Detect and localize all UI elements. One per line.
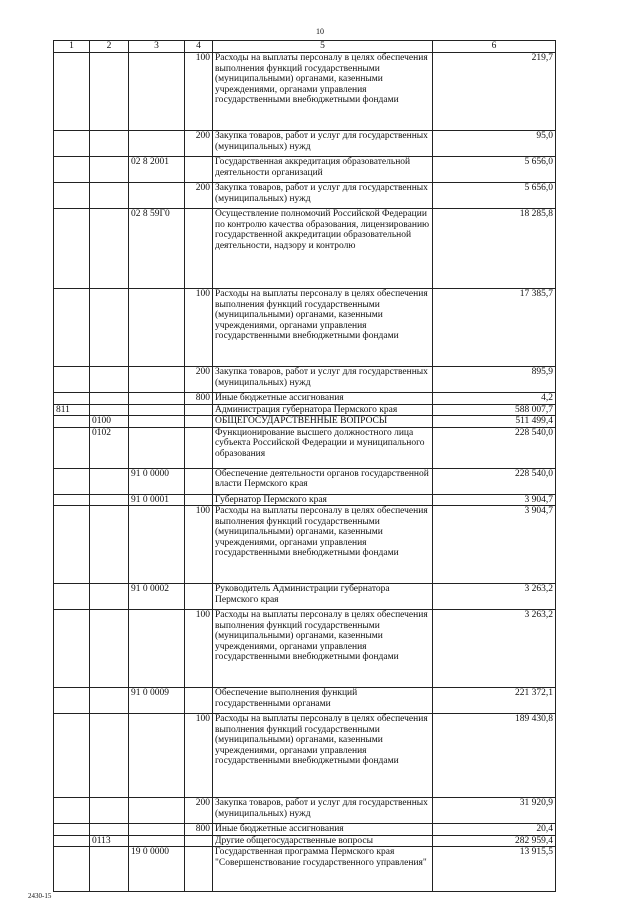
description-cell: ОБЩЕГОСУДАРСТВЕННЫЕ ВОПРОСЫ bbox=[213, 416, 433, 428]
okved-cell bbox=[54, 824, 90, 836]
description-cell: Расходы на выплаты персоналу в целях обеспечения выполнения функций государственными (муниципальными) органами, казенными учреждениями, органами управления государственными внебюджетными фондами bbox=[213, 714, 433, 798]
document-code: 2430-15 bbox=[28, 892, 52, 900]
amount-cell: 20,4 bbox=[433, 824, 556, 836]
table-row bbox=[54, 610, 556, 688]
target-cell: 91 0 0002 bbox=[129, 584, 185, 610]
description-cell: Расходы на выплаты персоналу в целях обеспечения выполнения функций государственными (муниципальными) органами, казенными учреждениями, органами управления государственными внебюджетными фондами bbox=[213, 506, 433, 584]
okved-cell bbox=[54, 53, 90, 131]
expense-type-cell: 800 bbox=[185, 824, 213, 836]
description-cell: Осуществление полномочий Российской Федерации по контролю качества образования, лицензированию государственной аккредитации образовательной деятельности, надзору и контролю bbox=[213, 209, 433, 289]
amount-cell: 5 656,0 bbox=[433, 183, 556, 209]
section-cell bbox=[90, 53, 129, 131]
description-cell: Иные бюджетные ассигнования bbox=[213, 824, 433, 836]
description-cell: Государственная аккредитация образовательной деятельности организаций bbox=[213, 157, 433, 183]
target-cell bbox=[129, 289, 185, 367]
expense-type-cell: 200 bbox=[185, 798, 213, 824]
okved-cell bbox=[54, 610, 90, 688]
amount-cell: 189 430,8 bbox=[433, 714, 556, 798]
amount-cell: 228 540,0 bbox=[433, 427, 556, 468]
description-cell: Расходы на выплаты персоналу в целях обеспечения выполнения функций государственными (муниципальными) органами, казенными учреждениями, органами управления государственными внебюджетными фондами bbox=[213, 53, 433, 131]
table-row bbox=[54, 53, 556, 131]
target-cell bbox=[129, 53, 185, 131]
section-cell bbox=[90, 494, 129, 506]
section-cell bbox=[90, 367, 129, 393]
amount-cell: 95,0 bbox=[433, 131, 556, 157]
description-cell: Закупка товаров, работ и услуг для государственных (муниципальных) нужд bbox=[213, 367, 433, 393]
table-row bbox=[54, 404, 556, 416]
section-cell bbox=[90, 393, 129, 405]
table-row bbox=[54, 131, 556, 157]
amount-cell: 282 959,4 bbox=[433, 835, 556, 847]
description-cell: Закупка товаров, работ и услуг для государственных (муниципальных) нужд bbox=[213, 131, 433, 157]
expense-type-cell bbox=[185, 404, 213, 416]
section-cell bbox=[90, 824, 129, 836]
table-row bbox=[54, 688, 556, 714]
section-cell bbox=[90, 714, 129, 798]
expense-type-cell bbox=[185, 468, 213, 494]
expense-type-cell: 100 bbox=[185, 53, 213, 131]
target-cell: 19 0 0000 bbox=[129, 847, 185, 892]
amount-cell: 3 263,2 bbox=[433, 610, 556, 688]
target-cell: 91 0 0009 bbox=[129, 688, 185, 714]
expense-type-cell: 800 bbox=[185, 393, 213, 405]
section-cell: 0100 bbox=[90, 416, 129, 428]
table-row bbox=[54, 506, 556, 584]
table-row bbox=[54, 847, 556, 892]
header-col-6: 6 bbox=[433, 41, 556, 53]
table-row bbox=[54, 289, 556, 367]
section-cell bbox=[90, 506, 129, 584]
okved-cell bbox=[54, 131, 90, 157]
target-cell: 91 0 0001 bbox=[129, 494, 185, 506]
amount-cell: 3 904,7 bbox=[433, 494, 556, 506]
table-row bbox=[54, 157, 556, 183]
target-cell bbox=[129, 131, 185, 157]
description-cell: Закупка товаров, работ и услуг для государственных (муниципальных) нужд bbox=[213, 798, 433, 824]
expense-type-cell: 100 bbox=[185, 506, 213, 584]
expense-type-cell bbox=[185, 688, 213, 714]
expense-type-cell bbox=[185, 157, 213, 183]
okved-cell bbox=[54, 847, 90, 892]
table-row bbox=[54, 714, 556, 798]
okved-cell bbox=[54, 714, 90, 798]
section-cell bbox=[90, 289, 129, 367]
amount-cell: 31 920,9 bbox=[433, 798, 556, 824]
budget-table bbox=[53, 40, 556, 892]
description-cell: Обеспечение выполнения функций государственными органами bbox=[213, 688, 433, 714]
section-cell bbox=[90, 610, 129, 688]
amount-cell: 4,2 bbox=[433, 393, 556, 405]
table-row bbox=[54, 835, 556, 847]
description-cell: Расходы на выплаты персоналу в целях обеспечения выполнения функций государственными (муниципальными) органами, казенными учреждениями, органами управления государственными внебюджетными фондами bbox=[213, 289, 433, 367]
target-cell: 02 8 2001 bbox=[129, 157, 185, 183]
description-cell: Закупка товаров, работ и услуг для государственных (муниципальных) нужд bbox=[213, 183, 433, 209]
expense-type-cell bbox=[185, 584, 213, 610]
target-cell bbox=[129, 183, 185, 209]
table-row bbox=[54, 427, 556, 468]
amount-cell: 13 915,5 bbox=[433, 847, 556, 892]
okved-cell bbox=[54, 688, 90, 714]
table-row bbox=[54, 824, 556, 836]
expense-type-cell bbox=[185, 494, 213, 506]
amount-cell: 228 540,0 bbox=[433, 468, 556, 494]
okved-cell bbox=[54, 494, 90, 506]
section-cell bbox=[90, 468, 129, 494]
okved-cell bbox=[54, 584, 90, 610]
target-cell: 91 0 0000 bbox=[129, 468, 185, 494]
target-cell bbox=[129, 427, 185, 468]
expense-type-cell: 200 bbox=[185, 131, 213, 157]
section-cell bbox=[90, 584, 129, 610]
target-cell bbox=[129, 610, 185, 688]
amount-cell: 5 656,0 bbox=[433, 157, 556, 183]
amount-cell: 895,9 bbox=[433, 367, 556, 393]
section-cell: 0102 bbox=[90, 427, 129, 468]
amount-cell: 511 499,4 bbox=[433, 416, 556, 428]
target-cell bbox=[129, 835, 185, 847]
table-row bbox=[54, 367, 556, 393]
okved-cell bbox=[54, 183, 90, 209]
table-row bbox=[54, 584, 556, 610]
target-cell bbox=[129, 416, 185, 428]
okved-cell bbox=[54, 468, 90, 494]
target-cell bbox=[129, 367, 185, 393]
section-cell bbox=[90, 798, 129, 824]
expense-type-cell: 100 bbox=[185, 714, 213, 798]
amount-cell: 17 385,7 bbox=[433, 289, 556, 367]
header-col-5: 5 bbox=[213, 41, 433, 53]
expense-type-cell bbox=[185, 427, 213, 468]
expense-type-cell: 100 bbox=[185, 610, 213, 688]
section-cell bbox=[90, 404, 129, 416]
table-row bbox=[54, 468, 556, 494]
expense-type-cell: 100 bbox=[185, 289, 213, 367]
okved-cell bbox=[54, 209, 90, 289]
target-cell: 02 8 59Г0 bbox=[129, 209, 185, 289]
table-header-row bbox=[54, 41, 556, 53]
okved-cell bbox=[54, 367, 90, 393]
table-row bbox=[54, 494, 556, 506]
description-cell: Функционирование высшего должностного лица субъекта Российской Федерации и муниципального образования bbox=[213, 427, 433, 468]
description-cell: Расходы на выплаты персоналу в целях обеспечения выполнения функций государственными (муниципальными) органами, казенными учреждениями, органами управления государственными внебюджетными фондами bbox=[213, 610, 433, 688]
okved-cell bbox=[54, 798, 90, 824]
description-cell: Государственная программа Пермского края "Совершенствование государственного управления" bbox=[213, 847, 433, 892]
expense-type-cell bbox=[185, 847, 213, 892]
section-cell: 0113 bbox=[90, 835, 129, 847]
amount-cell: 3 904,7 bbox=[433, 506, 556, 584]
table-row bbox=[54, 209, 556, 289]
amount-cell: 221 372,1 bbox=[433, 688, 556, 714]
section-cell bbox=[90, 157, 129, 183]
description-cell: Иные бюджетные ассигнования bbox=[213, 393, 433, 405]
description-cell: Губернатор Пермского края bbox=[213, 494, 433, 506]
description-cell: Руководитель Администрации губернатора Пермского края bbox=[213, 584, 433, 610]
header-col-3: 3 bbox=[129, 41, 185, 53]
section-cell bbox=[90, 131, 129, 157]
target-cell bbox=[129, 393, 185, 405]
okved-cell bbox=[54, 416, 90, 428]
section-cell bbox=[90, 209, 129, 289]
description-cell: Другие общегосударственные вопросы bbox=[213, 835, 433, 847]
expense-type-cell bbox=[185, 209, 213, 289]
section-cell bbox=[90, 688, 129, 714]
target-cell bbox=[129, 714, 185, 798]
table-row bbox=[54, 393, 556, 405]
okved-cell bbox=[54, 835, 90, 847]
expense-type-cell bbox=[185, 835, 213, 847]
description-cell: Обеспечение деятельности органов государственной власти Пермского края bbox=[213, 468, 433, 494]
okved-cell: 811 bbox=[54, 404, 90, 416]
description-cell: Администрация губернатора Пермского края bbox=[213, 404, 433, 416]
okved-cell bbox=[54, 393, 90, 405]
okved-cell bbox=[54, 157, 90, 183]
amount-cell: 588 007,7 bbox=[433, 404, 556, 416]
table-row bbox=[54, 183, 556, 209]
amount-cell: 18 285,8 bbox=[433, 209, 556, 289]
target-cell bbox=[129, 506, 185, 584]
table-body bbox=[54, 53, 556, 892]
expense-type-cell: 200 bbox=[185, 367, 213, 393]
table-row bbox=[54, 798, 556, 824]
header-col-2: 2 bbox=[90, 41, 129, 53]
section-cell bbox=[90, 847, 129, 892]
expense-type-cell: 200 bbox=[185, 183, 213, 209]
header-col-1: 1 bbox=[54, 41, 90, 53]
amount-cell: 3 263,2 bbox=[433, 584, 556, 610]
target-cell bbox=[129, 798, 185, 824]
section-cell bbox=[90, 183, 129, 209]
table-row bbox=[54, 416, 556, 428]
header-col-4: 4 bbox=[185, 41, 213, 53]
okved-cell bbox=[54, 427, 90, 468]
target-cell bbox=[129, 404, 185, 416]
expense-type-cell bbox=[185, 416, 213, 428]
okved-cell bbox=[54, 289, 90, 367]
amount-cell: 219,7 bbox=[433, 53, 556, 131]
okved-cell bbox=[54, 506, 90, 584]
target-cell bbox=[129, 824, 185, 836]
page-number: 10 bbox=[316, 27, 324, 36]
